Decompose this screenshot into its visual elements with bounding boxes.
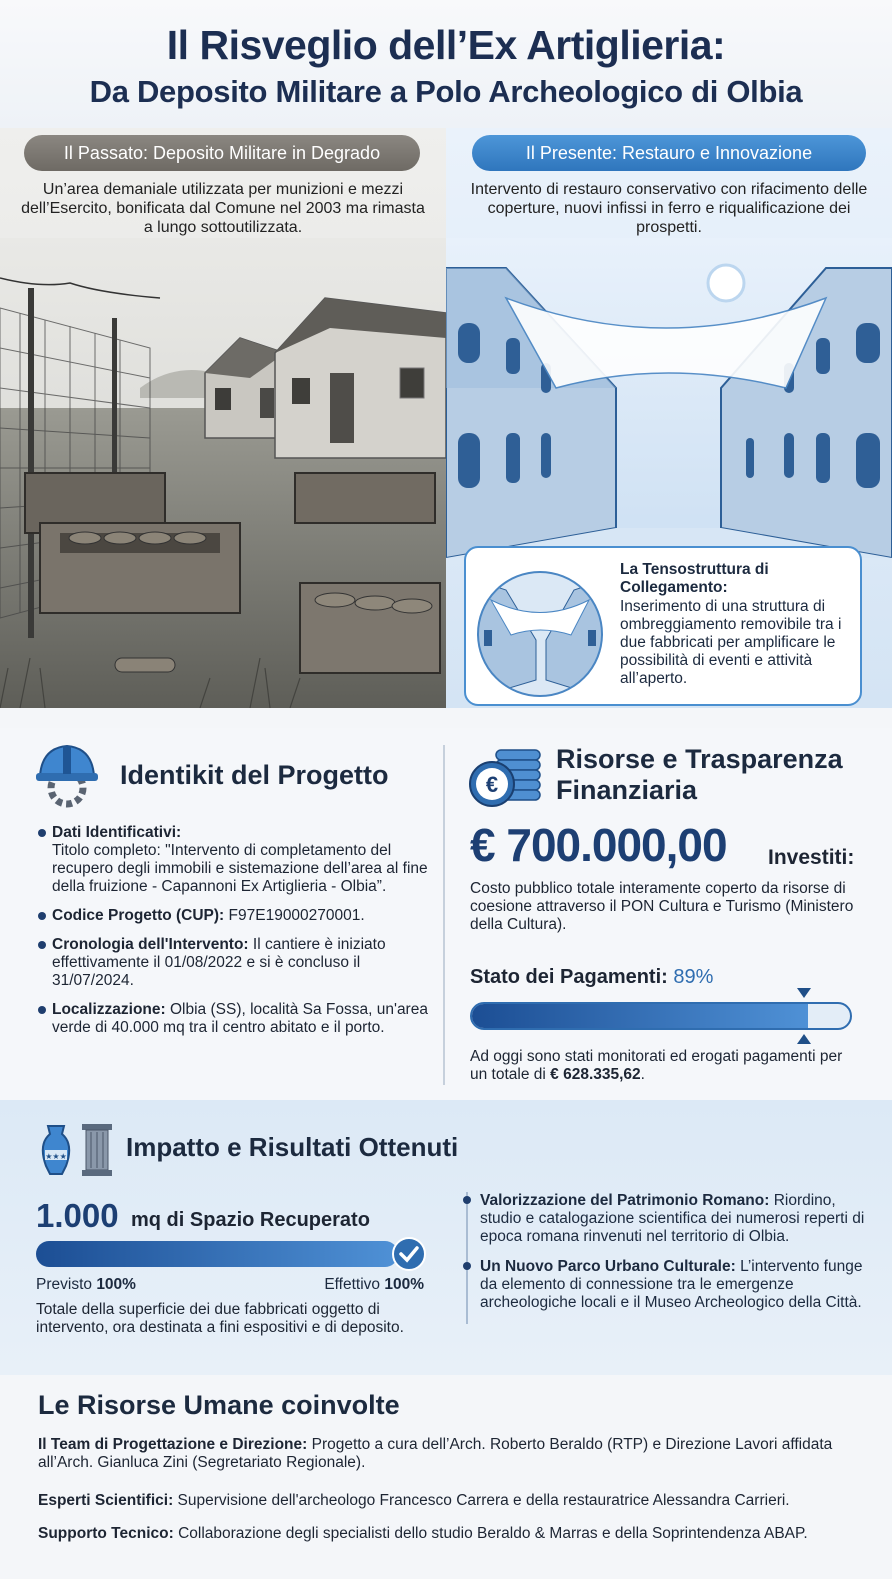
investment-amount: € 700.000,00 bbox=[470, 819, 727, 871]
tensostruttura-thumbnail bbox=[476, 570, 604, 698]
past-description: Un’area demaniale utilizzata per munizioni e mezzi dell’Esercito, bonificata dal Comune nel 2003 ma rimasta a lungo sottoutilizzata. bbox=[21, 181, 425, 236]
item-text: Il cantiere è iniziato effettivamente il 01/08/2022 e si è concluso il 31/07/2024. bbox=[52, 936, 386, 989]
euro-coins-icon bbox=[466, 742, 546, 812]
item-text: Collaborazione degli specialisti dello studio Beraldo & Marras e della Soprintendenza ABAP. bbox=[173, 1525, 808, 1542]
item-label: Cronologia dell'Intervento: bbox=[52, 936, 249, 953]
item-text: Progetto a cura dell’Arch. Roberto Beraldo (RTP) e Direzione Lavori affidata all’Arch. Gianluca Zini (Segretariato Regionale). bbox=[38, 1436, 833, 1471]
list-item bbox=[38, 1525, 868, 1543]
list-item bbox=[38, 1001, 428, 1037]
previsto-value: 100% bbox=[96, 1276, 136, 1293]
item-label: Codice Progetto (CUP): bbox=[52, 907, 225, 924]
payment-label-text: Stato dei Pagamenti: bbox=[470, 966, 668, 988]
item-label: Dati Identificativi: bbox=[52, 824, 182, 841]
item-label: Il Team di Progettazione e Direzione: bbox=[38, 1436, 308, 1453]
effettivo-value: 100% bbox=[384, 1276, 424, 1293]
page-subtitle: Da Deposito Militare a Polo Archeologico di Olbia bbox=[89, 74, 803, 109]
list-item bbox=[480, 1192, 866, 1246]
abandoned-depot-illustration bbox=[0, 238, 446, 708]
svg-text:★★★: ★★★ bbox=[45, 1152, 67, 1161]
investment-suffix: Investiti: bbox=[768, 846, 855, 869]
item-text: Riordino, studio e catalogazione scientifica dei numerosi reperti di epoca romana rinvenuti nel territorio di Olbia. bbox=[480, 1192, 865, 1245]
previsto-text: Previsto bbox=[36, 1276, 92, 1293]
helmet-gear-icon bbox=[32, 740, 102, 810]
item-text: F97E19000270001. bbox=[224, 907, 365, 924]
payment-amount: € 628.335,62 bbox=[550, 1066, 641, 1083]
callout-text: Inserimento di una struttura di ombreggiamento removibile tra i due fabbricati per amplificare le possibilità di eventi e attività all’aperto. bbox=[620, 598, 842, 687]
effettivo-label bbox=[312, 1276, 424, 1294]
item-text: Supervisione dell'archeologo Francesco Carrera e della restauratrice Alessandra Carrieri. bbox=[173, 1492, 790, 1509]
check-circle-icon bbox=[391, 1236, 427, 1272]
impact-description: Totale della superficie dei due fabbricati oggetto di intervento, ora destinata a fini espositivi e di deposito. bbox=[36, 1301, 404, 1336]
list-item bbox=[38, 907, 428, 925]
past-label: Il Passato: Deposito Militare in Degrado bbox=[24, 135, 420, 171]
payment-description bbox=[470, 1048, 860, 1084]
page-header bbox=[0, 0, 892, 128]
kpi-value: 1.000 bbox=[36, 1197, 119, 1234]
past-panel bbox=[0, 128, 446, 708]
amphora-column-icon bbox=[36, 1120, 116, 1180]
previsto-label bbox=[36, 1276, 136, 1294]
item-label: Valorizzazione del Patrimonio Romano: bbox=[480, 1192, 770, 1209]
list-item bbox=[38, 824, 428, 896]
payment-status-label bbox=[470, 966, 713, 989]
item-label: Localizzazione: bbox=[52, 1001, 166, 1018]
recovery-progress-fill bbox=[36, 1241, 398, 1267]
present-label: Il Presente: Restauro e Innovazione bbox=[472, 135, 866, 171]
svg-text:€: € bbox=[485, 772, 499, 797]
item-text: Titolo completo: "Intervento di completamento del recupero degli immobili e sistemazione dell’area al fine della fruizione - Capannoni Ex Artiglieria - Olbia”. bbox=[52, 842, 428, 895]
list-item bbox=[38, 1436, 868, 1472]
list-item bbox=[38, 1492, 868, 1510]
list-item bbox=[480, 1258, 866, 1312]
recovery-progress-bar bbox=[36, 1241, 398, 1267]
identikit-list bbox=[38, 824, 428, 1048]
item-text: L’intervento funge da elemento di connessione tra le emergenze archeologiche locali e il Museo Archeologico della Città. bbox=[480, 1258, 863, 1311]
present-description: Intervento di restauro conservativo con rifacimento delle coperture, nuovi infissi in ferro e riqualificazione dei prospetti. bbox=[470, 181, 868, 236]
page-title: Il Risveglio dell’Ex Artiglieria: bbox=[166, 22, 726, 68]
item-label: Esperti Scientifici: bbox=[38, 1492, 174, 1509]
payment-progress-fill bbox=[472, 1004, 808, 1028]
section-divider bbox=[443, 745, 445, 1085]
payment-percent: 89% bbox=[673, 966, 714, 988]
list-item bbox=[38, 936, 428, 990]
tensostruttura-callout bbox=[464, 546, 862, 706]
risorse-title: Risorse e Trasparenza Finanziaria bbox=[556, 744, 843, 805]
payment-end: . bbox=[640, 1066, 645, 1083]
restored-buildings-illustration bbox=[446, 238, 892, 558]
impact-list bbox=[466, 1192, 866, 1324]
item-text: Olbia (SS), località Sa Fossa, un'area verde di 40.000 mq tra il centro abitato e il porto. bbox=[52, 1001, 428, 1036]
human-resources-title: Le Risorse Umane coinvolte bbox=[38, 1390, 400, 1420]
kpi-unit: mq di Spazio Recuperato bbox=[131, 1209, 370, 1231]
investment-description: Costo pubblico totale interamente coperto da risorse di coesione attraverso il PON Cultura e Turismo (Ministero della Cultura). bbox=[470, 880, 854, 933]
callout-title: La Tensostruttura di Collegamento: bbox=[620, 561, 769, 596]
payment-text: Ad oggi sono stati monitorati ed erogati pagamenti per un totale di bbox=[470, 1048, 843, 1083]
present-panel bbox=[446, 128, 892, 708]
effettivo-text: Effettivo bbox=[324, 1276, 381, 1293]
item-label: Supporto Tecnico: bbox=[38, 1525, 174, 1542]
impact-title: Impatto e Risultati Ottenuti bbox=[126, 1132, 459, 1162]
item-label: Un Nuovo Parco Urbano Culturale: bbox=[480, 1258, 736, 1275]
payment-marker-icon bbox=[794, 986, 814, 1046]
identikit-title: Identikit del Progetto bbox=[120, 760, 389, 790]
